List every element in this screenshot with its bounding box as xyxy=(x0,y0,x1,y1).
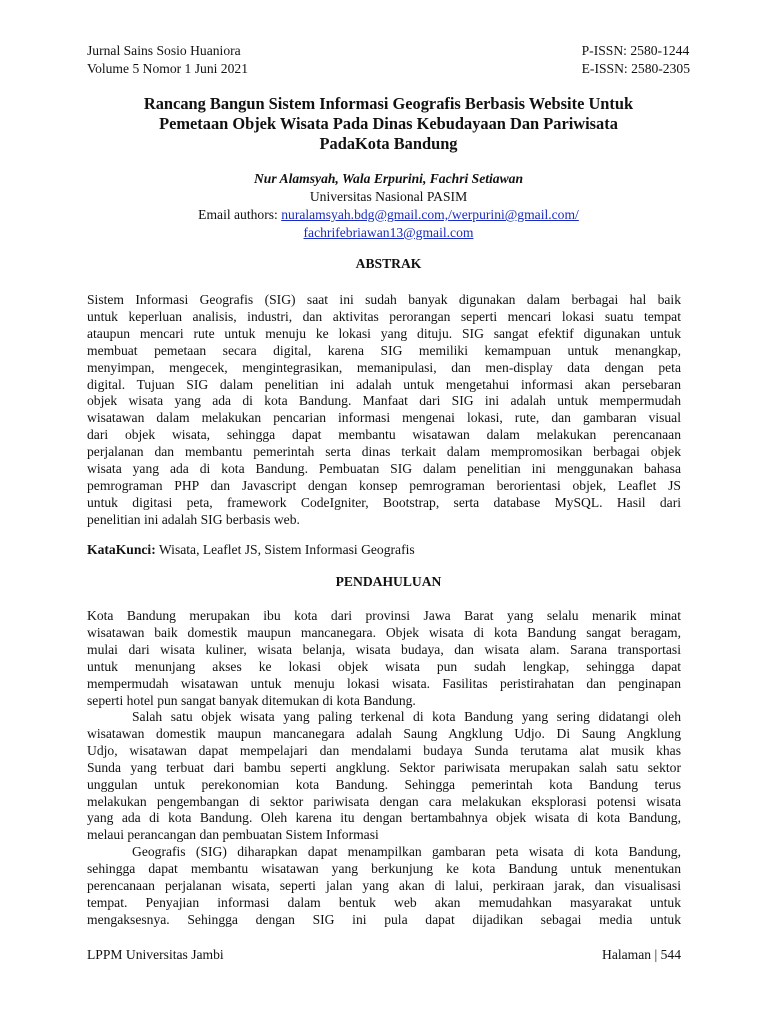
header-left xyxy=(87,42,248,78)
text-line: untuk keperluan analisis, industri, dan aktivitas perorangan seperti mencari lokasi suatu tempat xyxy=(87,308,681,324)
text-line: mulai dari wisata kuliner, wisata belanja, wisata budaya, dan wisata alam. Sarana transportasi xyxy=(87,641,681,657)
text-line: Kota Bandung merupakan ibu kota dari provinsi Jawa Barat yang selalu menarik minat xyxy=(87,608,681,623)
text-line: pemrograman PHP dan Javascript dengan konsep pemrograman berorientasi objek, Leaflet JS xyxy=(87,477,681,493)
journal-volume: Volume 5 Nomor 1 Juni 2021 xyxy=(87,61,248,76)
text-line: melaui perancangan dan pembuatan Sistem Informasi xyxy=(87,827,379,843)
text-line: menyimpan, mengecek, mengintegrasikan, memanipulasi, dan men-display data dengan peta xyxy=(87,359,681,375)
abstract-body xyxy=(87,292,681,529)
text-line: Udjo, wisatawan dapat mempelajari dan mendalami budaya Sunda terutama alat musik khas xyxy=(87,742,681,758)
abstract-heading: ABSTRAK xyxy=(355,256,422,271)
introduction-heading: PENDAHULUAN xyxy=(335,574,442,589)
journal-name: Jurnal Sains Sosio Huaniora xyxy=(87,43,241,58)
text-line: perencanaan perjalanan wisata, seperti jalan yang akan di lalui, perkiraan jarak, dan visualisasi xyxy=(87,877,681,893)
email-link[interactable]: fachrifebriawan13@gmail.com xyxy=(303,225,474,240)
author-emails xyxy=(87,206,690,224)
footer-publisher: LPPM Universitas Jambi xyxy=(87,947,224,962)
paper-title xyxy=(87,94,690,154)
text-line: melakukan pengembangan di sektor pariwisata dengan cara melakukan eksplorasi potensi wisata xyxy=(87,793,681,809)
intro-paragraph-1 xyxy=(87,608,681,709)
text-line: membuat pemetaan secara digital, karena SIG memiliki kemampuan untuk menangkap, xyxy=(87,342,681,358)
text-line: wisatawan dalam melakukan pencarian informasi mengenai lokasi, rute, dan gambaran visual xyxy=(87,410,681,426)
text-line: wisata yang ada di kota Bandung. Pembuatan SIG dalam penelitian ini menggunakan bahasa xyxy=(87,461,681,477)
text-line: untuk digitasi peta, framework CodeIgniter, Bootstrap, serta database MySQL. Hasil dari xyxy=(87,494,681,510)
text-line: wisatawan baik domestik maupun mancanegara. Objek wisata di kota Bandung sangat beragam, xyxy=(87,624,681,640)
e-issn: E-ISSN: 2580-2305 xyxy=(581,61,690,76)
text-line: Sistem Informasi Geografis (SIG) saat ini sudah banyak digunakan dalam berbagai hal baik xyxy=(87,292,681,307)
intro-paragraph-2 xyxy=(87,709,681,844)
page-number: Halaman | 544 xyxy=(602,947,681,962)
text-line: Geografis (SIG) diharapkan dapat menampilkan gambaran peta wisata di kota Bandung, xyxy=(132,844,681,859)
text-line: perjalanan dan membantu pemerintah serta dinas terkait dalam mempromosikan berbagai objek xyxy=(87,444,681,460)
text-line: Salah satu objek wisata yang paling terkenal di kota Bandung yang sering didatangi oleh xyxy=(132,709,681,724)
text-line: untuk menunjang akses ke lokasi objek wisata pun sudah lengkap, sehingga dapat xyxy=(87,658,681,674)
keywords-value: Wisata, Leaflet JS, Sistem Informasi Geografis xyxy=(155,542,415,557)
author-affiliation: Universitas Nasional PASIM xyxy=(309,189,468,204)
text-line: sehingga dapat membantu wisatawan yang berkunjung ke kota Bandung untuk menentukan xyxy=(87,860,681,876)
author-emails-cont xyxy=(87,224,690,242)
text-line: seperti hotel pun sangat banyak ditemukan di kota Bandung. xyxy=(87,692,416,708)
text-line: ataupun mencari rute untuk menuju ke lokasi yang dituju. SIG sangat efektif digunakan untuk xyxy=(87,325,681,341)
text-line: dari objek wisata, sehingga dapat membantu wisatawan dalam melakukan perencanaan xyxy=(87,427,681,443)
keywords-label: KataKunci: xyxy=(87,542,156,557)
email-link[interactable]: nuralamsyah.bdg@gmail.com,/werpurini@gmail.com/ xyxy=(281,207,579,222)
text-line: mempermudah wisatawan untuk menuju lokasi wisata. Fasilitas peristirahatan dan penginapan xyxy=(87,675,681,691)
header-right xyxy=(582,42,690,78)
text-line: mengaksesnya. Sehingga dengan SIG ini pula dapat dijadikan sebagai media untuk xyxy=(87,911,681,927)
author-block xyxy=(87,170,690,242)
text-line: objek wisata yang ada di kota Bandung. Manfaat dari SIG ini adalah untuk mempermudah xyxy=(87,393,681,409)
text-line: unggulan untuk perekonomian kota Bandung. Sehingga pemerintah kota Bandung terus xyxy=(87,776,681,792)
text-line: tempat. Penyajian informasi dalam bentuk web akan memudahkan masyarakat untuk xyxy=(87,894,681,910)
p-issn: P-ISSN: 2580-1244 xyxy=(581,43,690,58)
text-line: penelitian ini adalah SIG berbasis web. xyxy=(87,511,300,527)
author-names: Nur Alamsyah, Wala Erpurini, Fachri Setiawan xyxy=(253,171,524,186)
title-line: Pemetaan Objek Wisata Pada Dinas Kebudayaan Dan Pariwisata xyxy=(159,114,618,133)
keywords xyxy=(87,542,690,558)
title-line: PadaKota Bandung xyxy=(319,134,458,153)
text-line: Sunda yang terbuat dari bambu seperti angklung. Sektor pariwisata merupakan salah satu sektor xyxy=(87,759,681,775)
text-line: digital. Tujuan SIG dalam penelitian ini adalah untuk mengetahui informasi akan persebaran xyxy=(87,376,681,392)
text-line: yang ada di kota Bandung. Oleh karena itu dengan bertambahnya objek wisata di kota Bandung, xyxy=(87,810,681,826)
text-line: wisatawan domestik maupun mancanegara adalah Saung Angklung Udjo. Di Saung Angklung xyxy=(87,725,681,741)
email-label: Email authors: xyxy=(198,207,282,222)
title-line: Rancang Bangun Sistem Informasi Geografis Berbasis Website Untuk xyxy=(143,94,634,113)
intro-paragraph-3 xyxy=(87,844,681,929)
